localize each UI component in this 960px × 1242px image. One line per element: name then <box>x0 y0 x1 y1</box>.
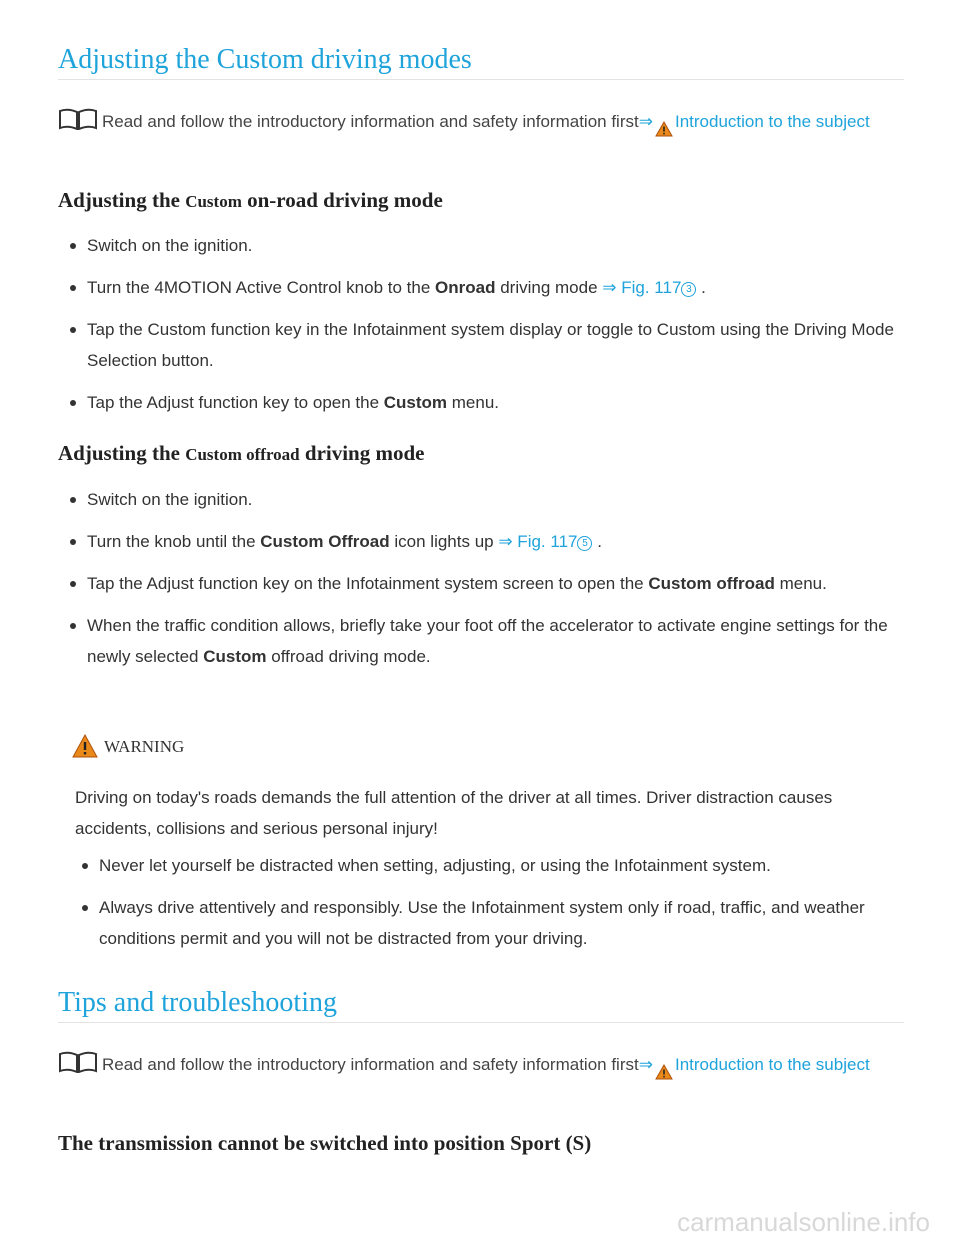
subheading-offroad: Adjusting the Custom offroad driving mode <box>58 441 425 465</box>
callout-number: 5 <box>577 536 592 551</box>
warning-list <box>70 850 890 954</box>
fig-link[interactable]: ⇒ Fig. 117 <box>498 532 578 551</box>
list-item: Tap the Adjust function key on the Infotainment system screen to open the Custom offroad menu. <box>58 568 898 599</box>
intro-paragraph <box>58 106 908 147</box>
intro-text: Read and follow the introductory information and safety information first <box>102 1055 639 1074</box>
watermark: carmanualsonline.info <box>677 1207 930 1237</box>
intro-paragraph <box>58 1049 908 1090</box>
list-item: Switch on the ignition. <box>58 230 898 261</box>
intro-link[interactable]: Introduction to the subject <box>674 1055 870 1074</box>
book-icon <box>58 108 98 140</box>
title-divider <box>58 1022 904 1023</box>
subheading-onroad: Adjusting the Custom on-road driving mode <box>58 188 443 212</box>
section-title-tips: Tips and troubleshooting <box>58 987 337 1018</box>
offroad-steps <box>58 484 898 672</box>
list-item: Switch on the ignition. <box>58 484 898 515</box>
warning-triangle-icon <box>655 116 673 147</box>
list-item: Turn the knob until the Custom Offroad icon lights up ⇒ Fig. 117 5 . <box>58 526 898 557</box>
intro-link[interactable]: Introduction to the subject <box>674 112 870 131</box>
warning-text: Driving on today's roads demands the full attention of the driver at all times. Driver distraction causes accidents, collisions and serious personal injury! <box>75 788 833 838</box>
list-item: When the traffic condition allows, briefly take your foot off the accelerator to activate engine settings for the newly selected Custom offroad driving mode. <box>58 610 898 672</box>
list-item: Turn the 4MOTION Active Control knob to the Onroad driving mode ⇒ Fig. 117 3 . <box>58 272 898 303</box>
list-item: Never let yourself be distracted when setting, adjusting, or using the Infotainment system. <box>70 850 890 881</box>
warning-heading: WARNING <box>72 734 184 758</box>
title-divider <box>58 79 904 80</box>
warning-triangle-icon <box>655 1059 673 1090</box>
book-icon <box>58 1051 98 1083</box>
subheading-sport: The transmission cannot be switched into position Sport (S) <box>58 1131 592 1155</box>
section-title-custom-modes: Adjusting the Custom driving modes <box>58 44 472 75</box>
intro-text: Read and follow the introductory information and safety information first <box>102 112 639 131</box>
fig-link[interactable]: ⇒ Fig. 117 <box>602 278 682 297</box>
callout-number: 3 <box>681 282 696 297</box>
list-item: Tap the Custom function key in the Infotainment system display or toggle to Custom using the Driving Mode Selection button. <box>58 314 898 376</box>
intro-arrow[interactable]: ⇒ <box>638 1055 653 1074</box>
list-item: Tap the Adjust function key to open the Custom menu. <box>58 387 898 418</box>
list-item: Always drive attentively and responsibly. Use the Infotainment system only if road, traffic, and weather conditions permit and you will not be distracted from your driving. <box>70 892 890 954</box>
onroad-steps <box>58 230 898 418</box>
warning-icon <box>72 734 98 758</box>
intro-arrow[interactable]: ⇒ <box>638 112 653 131</box>
